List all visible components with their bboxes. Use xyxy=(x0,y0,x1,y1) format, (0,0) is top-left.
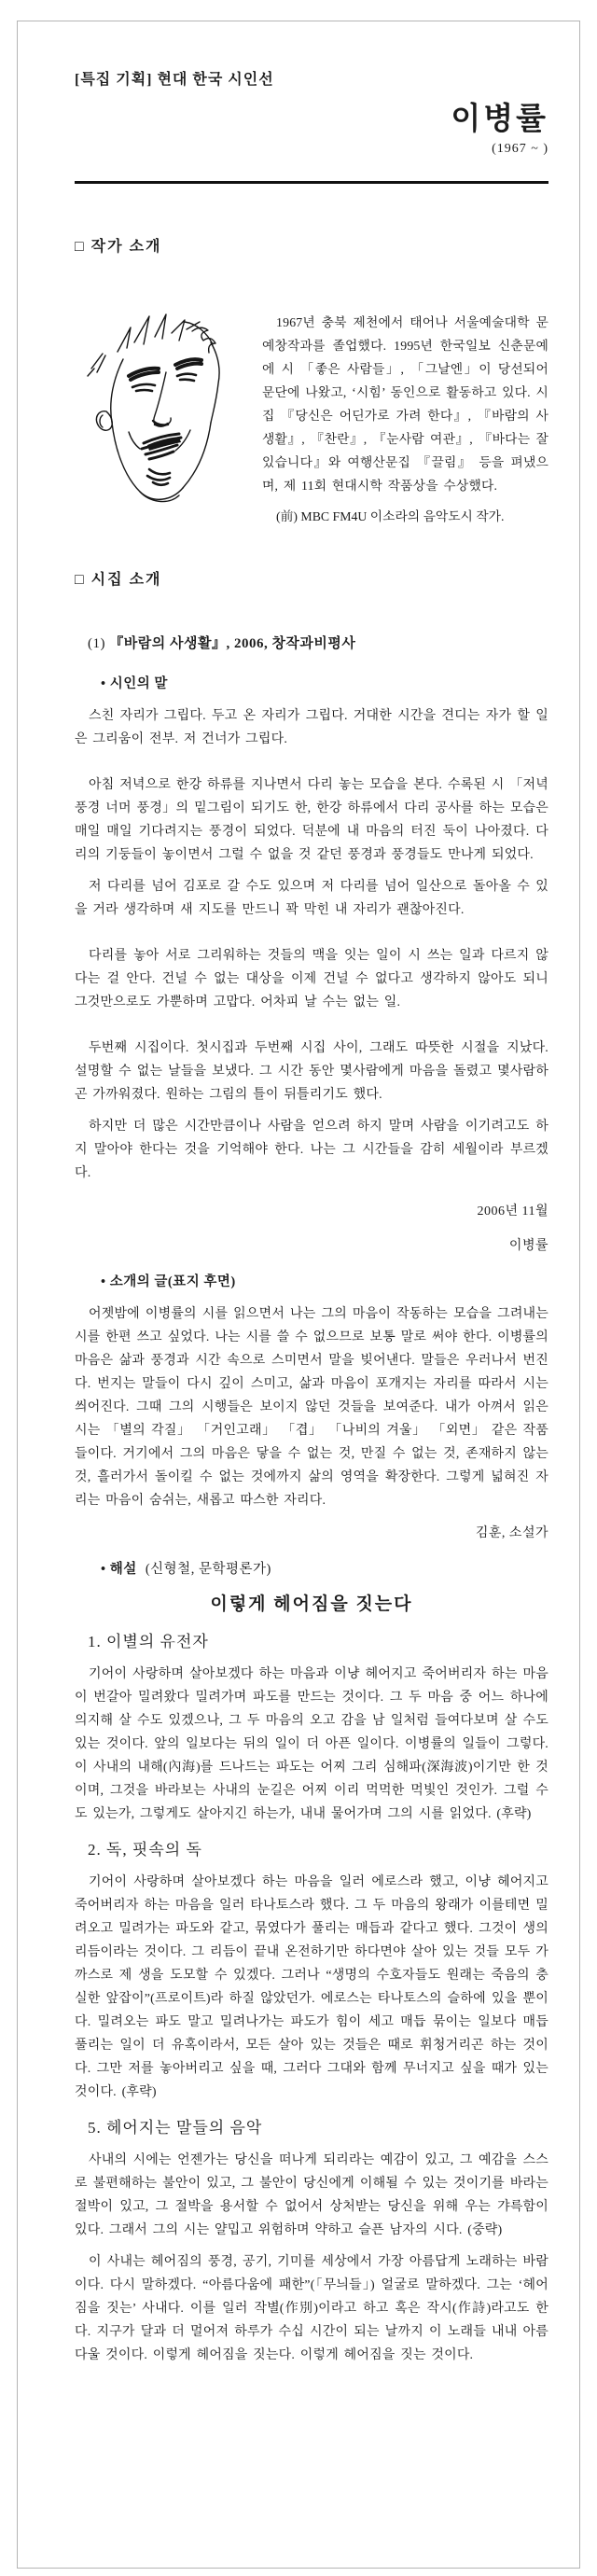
book-entry-number: (1) xyxy=(88,636,105,651)
poets-note-paragraph-3: 저 다리를 넘어 김포로 갈 수도 있으며 저 다리를 넘어 일산으로 돌아올 수 있을 거라 생각하며 새 지도를 만드니 꽉 막힌 내 자리가 괜찮아진다. xyxy=(75,880,548,917)
author-bio-column xyxy=(262,311,548,528)
poets-note-paragraph-1: 스친 자리가 그립다. 두고 온 자리가 그립다. 거대한 시간을 견디는 자가 할 일은 그리움이 전부. 저 건너가 그립다. xyxy=(75,709,548,746)
section-heading-author-intro: □ 작가 소개 xyxy=(75,239,162,255)
review-section-heading-1: 1. 이별의 유전자 xyxy=(88,1633,209,1650)
blurb-author: 김훈, 소설가 xyxy=(475,1526,548,1540)
review-paragraph-4: 이 사내는 헤어짐의 풍경, 공기, 기미를 세상에서 가장 아름답게 노래하는 바람이다. 다시 말하겠다. “아름다움에 패한”(「무늬들」) 얼굴로 말하겠다. 그는 ‘헤어짐을 짓는’ 사내다. 이를 일러 작별(作別)이라고 하고 혹은 작시(作詩)라고도 한다. 지구가 달과 더 멀어져 하루가 수십 시간이 되는 날까지 이 노래들 내내 아름다울 것이다. 이렇게 헤어짐을 짓는다. 이렇게 헤어짐을 짓는 것이다. xyxy=(75,2255,548,2362)
poets-note-paragraph-5: 두번째 시집이다. 첫시집과 두번째 시집 사이, 그래도 따뜻한 시절을 지났다. 설명할 수 없는 날들을 보냈다. 그 시간 동안 몇사람에게 마음을 돌렸고 몇사람하곤 가까워졌다. 원하는 그림의 틀이 뒤틀리기도 했다. xyxy=(75,1041,548,1102)
review-paragraph-2: 기어이 사랑하며 살아보겠다 하는 마음을 일러 에로스라 했고, 이냥 헤어지고 죽어버리자 하는 마음을 일러 타나토스라 했다. 그 두 마음의 왕래가 이를테면 밀려오고 밀려가는 파도와 같고, 묶였다가 풀리는 매듭과 같다고 했다. 그것이 생의 리듬이라는 것이다. 그 리듬이 끝내 온전하기만 하다면야 살아 있는 것들 모두 가까스로 제 생을 도모할 수 있겠다. 그러나 “생명의 수호자들도 원래는 죽음의 충실한 앞잡이”(프로이트)라 하질 않았던가. 에로스는 타나토스의 슬하에 있을 뿐이다. 밀려오는 파도 말고 밀려나가는 파도가 힘이 세고 매듭 묶이는 일보다 매듭 풀리는 일이 더 유혹이라서, 모든 살아 있는 것들은 때로 휘청거리곤 하는 것이다. 그만 저를 놓아버리고 싶을 때, 그러다 그대와 함께 무너지고 싶을 때가 있는 것이다. (후략) xyxy=(75,1875,548,2099)
review-label-line xyxy=(101,1558,548,1581)
review-paragraph-3: 사내의 시에는 언젠가는 당신을 떠나게 되리라는 예감이 있고, 그 예감을 스스로 불편해하는 불안이 있고, 그 불안이 당신에게 이해될 수 있는 것이기를 바라는 절박이 있고, 그 절박을 용서할 수 없어서 상처받는 당신을 위해 우는 갸륵함이 있다. 그래서 그의 시는 얄밉고 위험하며 약하고 슬픈 남자의 시다. (중략) xyxy=(75,2153,548,2237)
poets-note-signature: 이병률 xyxy=(508,1239,548,1253)
review-section-heading-3: 5. 헤어지는 말들의 음악 xyxy=(88,2119,263,2137)
book-entry-name: 『바람의 사생활』, 2006, 창작과비평사 xyxy=(109,636,356,651)
review-paragraph-1: 기어이 사랑하며 살아보겠다 하는 마음과 이냥 헤어지고 죽어버리자 하는 마음이 번갈아 밀려왔다 밀려가며 파도를 만드는 것이다. 그 두 마음 중 어느 하나에 의지해 살 수도 있겠으나, 그 두 마음의 오고 감을 남 일처럼 들여다보며 살 수도 있는 것이다. 앞의 일보다는 뒤의 일이 더 아픈 일이다. 이병률의 일들이 그렇다. 이 사내의 내해(內海)를 드나드는 파도는 어찌 그리 심해파(深海波)이기만 한 것이며, 그것을 바라보는 사내의 눈길은 어찌 이리 먹먹한 먹빛인 것인가. 그럴 수도 있는가, 그렇게도 살아지긴 하는가, 내내 물어가며 그의 시를 읽었다. (후략) xyxy=(75,1667,548,1821)
poet-years: (1967 ~ ) xyxy=(492,142,548,156)
poets-note-label: • 시인의 말 xyxy=(101,676,168,691)
poets-note-paragraph-6: 하지만 더 많은 시간만큼이나 사람을 얻으려 하지 말며 사람을 이기려고도 하지 말아야 한다는 것을 기억해야 한다. 나는 그 시간들을 감히 세월이라 부르겠다. xyxy=(75,1120,548,1180)
series-tagline: [특집 기획] 현대 한국 시인선 xyxy=(75,72,274,88)
poet-name-title: 이병률 xyxy=(451,103,548,136)
review-critic: (신형철, 문학평론가) xyxy=(145,1562,271,1577)
author-bio: 1967년 충북 제천에서 태어나 서울예술대학 문예창작과를 졸업했다. 1995년 한국일보 신춘문예에 시 「좋은 사람들」, 「그날엔」이 당선되어 문단에 나왔고, ‘시힘’ 동인으로 활동하고 있다. 시집 『당신은 어딘가로 가려 한다』, 『바람의 사생활』, 『찬란』, 『눈사람 여관』, 『바다는 잘 있습니다』와 여행산문집 『끌림』 등을 펴냈으며, 제 11회 현대시학 작품상을 수상했다. xyxy=(262,315,548,493)
author-portrait-sketch-icon xyxy=(75,311,247,508)
review-title: 이렇게 헤어짐을 짓는다 xyxy=(210,1594,413,1614)
section-heading-book-intro: □ 시집 소개 xyxy=(75,572,162,588)
divider-rule xyxy=(75,181,548,184)
review-section-heading-2: 2. 독, 핏속의 독 xyxy=(88,1841,202,1859)
poets-note-paragraph-2: 아침 저녁으로 한강 하류를 지나면서 다리 놓는 모습을 본다. 수록된 시 「저녁 풍경 너머 풍경」의 밑그림이 되기도 한, 한강 하류에서 다리 공사를 하는 모습은 매일 매일 기다려지는 풍경이 되었다. 덕분에 내 마음의 터진 둑이 나아졌다. 다리의 기둥들이 놓이면서 그럴 수 없을 것 같던 풍경과 풍경들도 만나게 되었다. xyxy=(75,778,548,862)
poets-note-date: 2006년 11월 xyxy=(477,1204,548,1218)
author-intro-block xyxy=(75,311,548,528)
author-bio-note: (前) MBC FM4U 이소라의 음악도시 작가. xyxy=(276,509,505,523)
review-label: • 해설 xyxy=(101,1562,137,1577)
poets-note-paragraph-4: 다리를 놓아 서로 그리워하는 것들의 맥을 잇는 일이 시 쓰는 일과 다르지 않다는 걸 안다. 건널 수 없는 대상을 이제 건널 수 없다고 생각하지 않아도 되니 그것만으로도 가뿐하며 고맙다. 어차피 날 수는 없는 일. xyxy=(75,949,548,1010)
blurb-paragraph: 어젯밤에 이병률의 시를 읽으면서 나는 그의 마음이 작동하는 모습을 그려내는 시를 한편 쓰고 싶었다. 나는 시를 쓸 수 없으므로 보통 말로 써야 한다. 이병률의 마음은 삶과 풍경과 시간 속으로 스미면서 말을 빚어낸다. 말들은 우러나서 번진다. 번지는 말들이 다시 깊이 스미고, 삶과 마음이 포개지는 자리를 따라서 시는 씌어진다. 그때 그의 시행들은 보이지 않던 것들을 보여준다. 내가 아껴서 읽은 시는 「별의 각질」 「거인고래」 「겹」 「나비의 겨울」 「외면」 같은 작품들이다. 거기에서 그의 마음은 닿을 수 없는 것, 만질 수 없는 것, 존재하지 않는 것, 흘러가서 돌이킬 수 없는 것에까지 삶의 영역을 확장한다. 그렇게 넓혀진 자리는 마음이 숨쉬는, 새롭고 따스한 자리다. xyxy=(75,1307,548,1508)
blurb-label: • 소개의 글(표지 후면) xyxy=(101,1274,236,1289)
book-entry-title xyxy=(88,633,548,656)
